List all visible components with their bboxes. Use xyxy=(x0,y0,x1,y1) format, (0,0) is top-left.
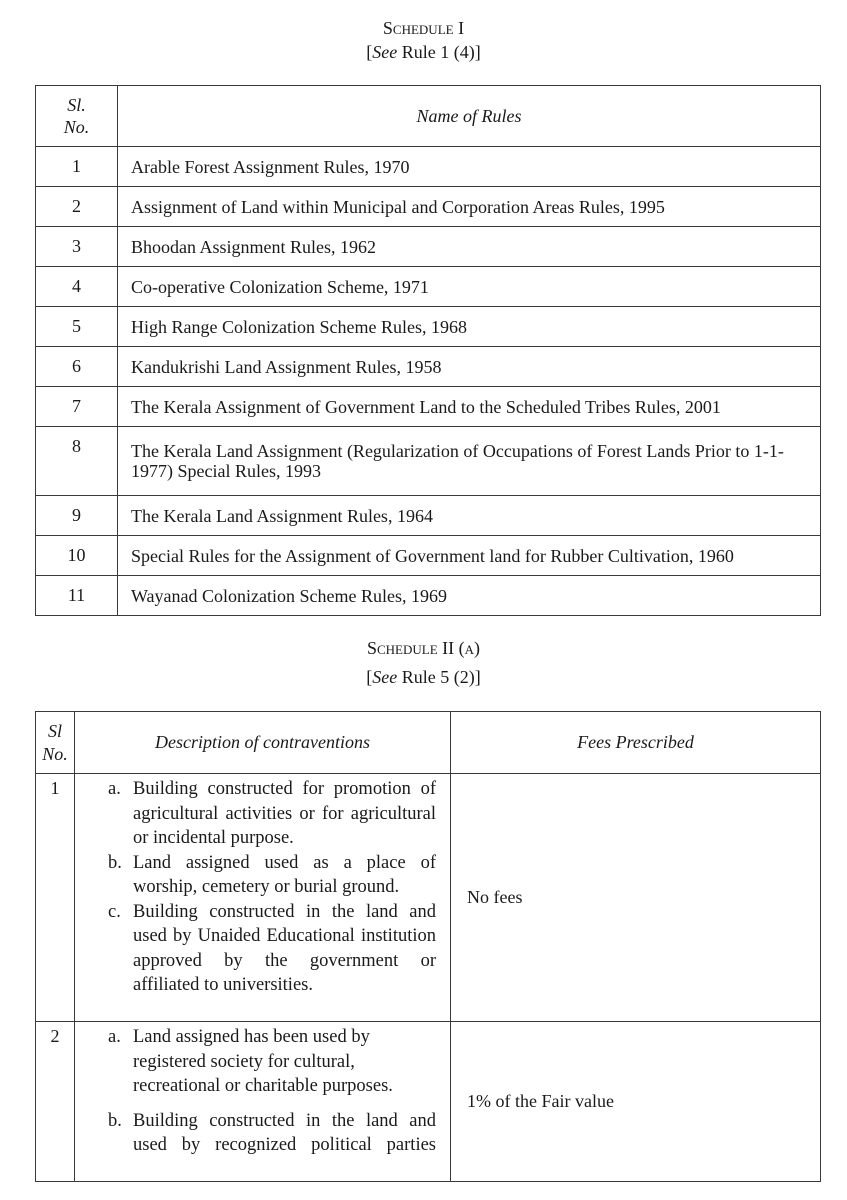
contravention-list xyxy=(75,774,450,998)
item-text: Land assigned has been used by registered society for cultural, recreational or charitable purposes. xyxy=(133,1027,393,1096)
no-header-text: No. xyxy=(42,743,68,764)
table-row xyxy=(36,347,821,387)
table-row xyxy=(36,576,821,616)
sl-cell: 9 xyxy=(36,496,118,536)
schedule-2a-reference xyxy=(0,665,847,689)
description-cell xyxy=(75,1022,451,1182)
description-cell xyxy=(75,774,451,1022)
rule-name-cell: Kandukrishi Land Assignment Rules, 1958 xyxy=(118,347,821,387)
schedule-1-title-text: Schedule I xyxy=(382,18,465,38)
rule-reference: Rule 1 (4)] xyxy=(397,42,481,62)
schedule-2a-title xyxy=(0,636,847,660)
schedule-1-reference xyxy=(0,40,847,64)
list-item xyxy=(108,851,436,900)
table-row xyxy=(36,187,821,227)
list-item xyxy=(108,1109,436,1158)
bracket: [ xyxy=(366,667,373,687)
schedule-2a-title-text: Schedule II (a) xyxy=(366,638,481,658)
rule-name-cell: High Range Colonization Scheme Rules, 1968 xyxy=(118,307,821,347)
sl-cell: 8 xyxy=(36,427,118,496)
item-label: a. xyxy=(108,779,121,799)
item-label: a. xyxy=(108,1027,121,1047)
item-label: b. xyxy=(108,852,122,873)
sl-cell: 3 xyxy=(36,227,118,267)
rule-name-cell: The Kerala Land Assignment Rules, 1964 xyxy=(118,496,821,536)
item-label: b. xyxy=(108,1110,122,1131)
table-row xyxy=(36,227,821,267)
item-text: Building constructed in the land and used by Unaided Educational institution approved by the government or affiliated to universities. xyxy=(133,901,436,995)
table-row xyxy=(36,536,821,576)
sl-cell: 2 xyxy=(36,1022,75,1182)
table-row xyxy=(36,387,821,427)
fees-cell: 1% of the Fair value xyxy=(451,1022,821,1182)
sl-cell: 1 xyxy=(36,774,75,1022)
sl-cell: 7 xyxy=(36,387,118,427)
rule-name-cell: Wayanad Colonization Scheme Rules, 1969 xyxy=(118,576,821,616)
schedule-1-table xyxy=(35,85,821,616)
list-item xyxy=(108,1025,436,1099)
table-row xyxy=(36,774,821,1022)
sl-cell: 4 xyxy=(36,267,118,307)
sl-no-header xyxy=(36,86,118,147)
rule-name-cell: The Kerala Assignment of Government Land to the Scheduled Tribes Rules, 2001 xyxy=(118,387,821,427)
item-text: Land assigned used as a place of worship, cemetery or burial ground. xyxy=(133,852,436,897)
schedule-2a-table xyxy=(35,711,821,1182)
description-header: Description of contraventions xyxy=(75,712,451,774)
rule-name-cell: Bhoodan Assignment Rules, 1962 xyxy=(118,227,821,267)
table-header-row xyxy=(36,712,821,774)
sl-cell: 6 xyxy=(36,347,118,387)
table-row xyxy=(36,496,821,536)
schedule-1-title xyxy=(0,16,847,40)
fees-cell: No fees xyxy=(451,774,821,1022)
table-row xyxy=(36,1022,821,1182)
table-row xyxy=(36,427,821,496)
table-row xyxy=(36,267,821,307)
name-of-rules-header: Name of Rules xyxy=(118,86,821,147)
item-label: c. xyxy=(108,901,121,922)
rule-reference: Rule 5 (2)] xyxy=(397,667,481,687)
list-item xyxy=(108,777,436,851)
item-text: Building constructed in the land and used by recognized political parties xyxy=(133,1110,436,1155)
rule-name-cell: Arable Forest Assignment Rules, 1970 xyxy=(118,147,821,187)
rule-name-cell: Co-operative Colonization Scheme, 1971 xyxy=(118,267,821,307)
see-word: See xyxy=(372,667,398,687)
no-header-text: No. xyxy=(63,117,90,137)
rule-name-cell: Assignment of Land within Municipal and Corporation Areas Rules, 1995 xyxy=(118,187,821,227)
sl-cell: 11 xyxy=(36,576,118,616)
table-row xyxy=(36,147,821,187)
sl-header-text: Sl xyxy=(47,720,62,741)
sl-cell: 1 xyxy=(36,147,118,187)
fees-header: Fees Prescribed xyxy=(451,712,821,774)
sl-no-header xyxy=(36,712,75,774)
sl-cell: 5 xyxy=(36,307,118,347)
sl-header-text: Sl. xyxy=(67,95,86,115)
table-row xyxy=(36,307,821,347)
sl-cell: 10 xyxy=(36,536,118,576)
table-header-row xyxy=(36,86,821,147)
item-text: Building constructed for promotion of agricultural activities or for agricultural or incidental purpose. xyxy=(133,779,436,848)
rule-name-cell: The Kerala Land Assignment (Regularization of Occupations of Forest Lands Prior to 1-1-1977) Special Rules, 1993 xyxy=(118,427,821,496)
rule-name-cell: Special Rules for the Assignment of Government land for Rubber Cultivation, 1960 xyxy=(118,536,821,576)
sl-cell: 2 xyxy=(36,187,118,227)
see-word: See xyxy=(372,42,398,62)
contravention-list xyxy=(75,1022,450,1158)
list-item xyxy=(108,900,436,998)
bracket: [ xyxy=(366,42,373,62)
